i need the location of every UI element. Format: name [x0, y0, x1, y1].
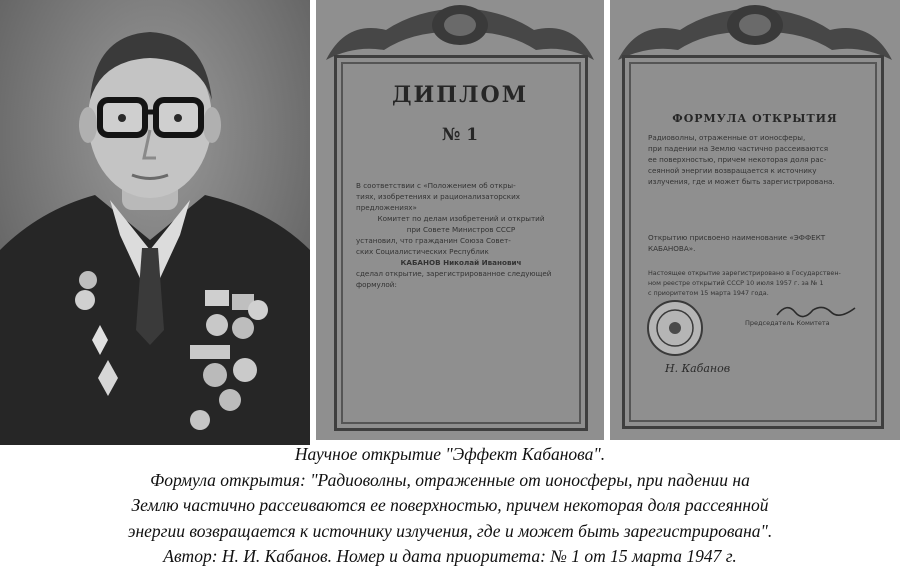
- diploma-line: при Совете Министров СССР: [406, 225, 516, 234]
- formula-line: излучения, где и может быть зарегистрирована.: [648, 177, 835, 186]
- portrait-illustration: [0, 0, 310, 445]
- diploma-line: В соответствии с «Положением об откры-: [356, 181, 516, 190]
- caption: [0, 442, 900, 570]
- caption-title: Научное открытие "Эффект Кабанова".: [294, 444, 606, 464]
- register-text: [648, 268, 868, 298]
- formula-line: при падении на Землю частично рассеиваются: [648, 144, 829, 153]
- caption-line: Формула открытия: "Радиоволны, отраженные от ионосферы, при падении на: [150, 469, 750, 490]
- diploma-line: предложениях»: [356, 203, 417, 212]
- register-line: с приоритетом 15 марта 1947 года.: [648, 289, 769, 297]
- formula-title: ФОРМУЛА ОТКРЫТИЯ: [672, 112, 838, 125]
- diploma-line: формулой:: [356, 280, 397, 289]
- portrait-photo: [0, 0, 310, 445]
- register-line: Настоящее открытие зарегистрировано в Государствен-: [648, 269, 841, 277]
- diploma-title: ДИПЛОМ: [391, 82, 529, 108]
- diploma-line: Комитет по делам изобретений и открытий: [377, 214, 545, 223]
- diploma-line: ских Социалистических Республик: [356, 247, 489, 256]
- effect-name-text: [648, 232, 868, 254]
- diploma-page: [316, 0, 604, 440]
- formula-page: [610, 0, 900, 440]
- author-signature: Н. Кабанов: [665, 362, 731, 375]
- effect-name-line: Открытию присвоено наименование «ЭФФЕКТ: [648, 233, 826, 242]
- chairman-title: Председатель Комитета: [745, 319, 830, 327]
- formula-text: [648, 132, 868, 187]
- formula-line: сеянной энергии возвращается к источнику: [648, 166, 817, 175]
- formula-line: Радиоволны, отраженные от ионосферы,: [648, 133, 806, 142]
- chairman-signature: [775, 300, 860, 320]
- diploma-line: тиях, изобретениях и рационализаторских: [356, 192, 520, 201]
- effect-name-line: КАБАНОВА».: [648, 244, 696, 253]
- formula-line: ее поверхностью, причем некоторая доля рас-: [648, 155, 827, 164]
- diploma-text: [356, 180, 566, 290]
- diploma-line: сделал открытие, зарегистрированное следующей: [356, 269, 552, 278]
- diploma-number: № 1: [441, 125, 479, 145]
- official-seal: [645, 298, 705, 358]
- caption-line: энергии возвращается к источнику излучения, где и может быть зарегистрирована".: [127, 520, 773, 541]
- diploma-line: КАБАНОВ Николай Иванович: [400, 258, 522, 267]
- caption-author: Автор: Н. И. Кабанов. Номер и дата приоритета: № 1 от 15 марта 1947 г.: [163, 546, 737, 566]
- caption-line: Землю частично рассеиваются ее поверхностью, причем некоторая доля рассеянной: [131, 495, 769, 515]
- diploma-line: установил, что гражданин Союза Совет-: [356, 236, 511, 245]
- register-line: ном реестре открытий СССР 10 июля 1957 г. за № 1: [648, 279, 824, 287]
